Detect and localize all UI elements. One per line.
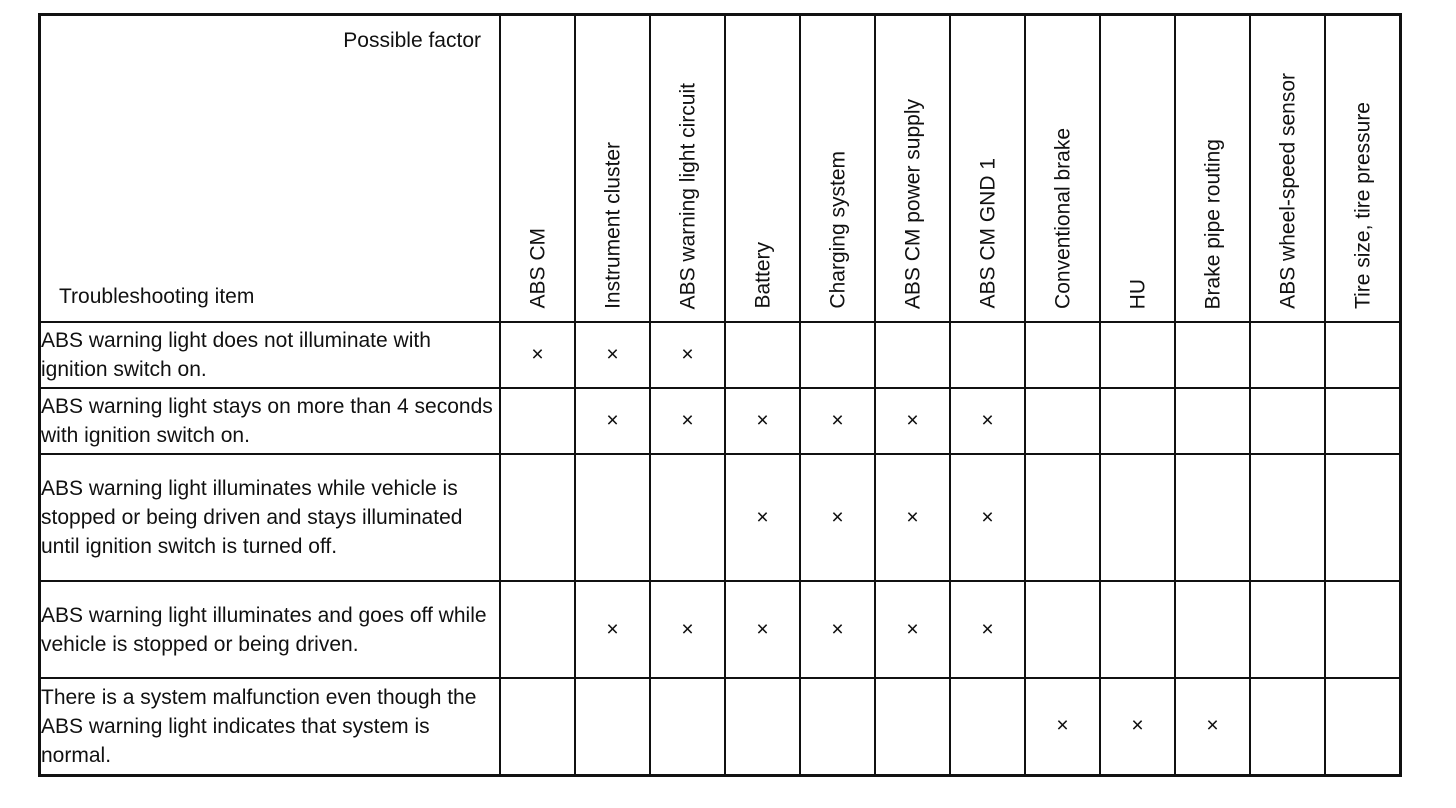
mark-cell: [1025, 322, 1100, 388]
troubleshooting-item: ABS warning light does not illuminate with ignition switch on.: [40, 322, 501, 388]
mark-cell: [1100, 388, 1175, 454]
factor-header-brake-pipe-routing: [1175, 15, 1250, 323]
mark-cell: ×: [800, 388, 875, 454]
factor-header-battery: [725, 15, 800, 323]
factor-label: Charging system: [826, 151, 849, 309]
table-row: [40, 454, 1401, 581]
table-row: [40, 581, 1401, 678]
mark-cell: [875, 322, 950, 388]
factor-label: ABS CM GND 1: [976, 158, 999, 309]
factor-header-abs-cm-gnd-1: [950, 15, 1025, 323]
mark-cell: [1100, 322, 1175, 388]
factor-label: HU: [1126, 278, 1149, 309]
mark-cell: [1250, 454, 1325, 581]
factor-header-abs-wheel-speed-sensor: [1250, 15, 1325, 323]
mark-cell: [500, 678, 575, 775]
troubleshooting-item: ABS warning light illuminates while vehicle is stopped or being driven and stays illuminated until ignition switch is turned off.: [40, 454, 501, 581]
mark-cell: [800, 322, 875, 388]
mark-cell: ×: [950, 454, 1025, 581]
mark-cell: ×: [1100, 678, 1175, 775]
mark-cell: [575, 678, 650, 775]
mark-cell: [1250, 388, 1325, 454]
mark-cell: [1250, 678, 1325, 775]
mark-cell: [575, 454, 650, 581]
factor-header-hu: [1100, 15, 1175, 323]
mark-cell: ×: [875, 581, 950, 678]
mark-cell: ×: [650, 388, 725, 454]
troubleshooting-item: ABS warning light stays on more than 4 seconds with ignition switch on.: [40, 388, 501, 454]
factor-label: Conventional brake: [1051, 128, 1074, 309]
mark-cell: [1025, 581, 1100, 678]
mark-cell: ×: [575, 322, 650, 388]
mark-cell: [1025, 388, 1100, 454]
mark-cell: [500, 581, 575, 678]
mark-cell: [500, 454, 575, 581]
mark-cell: [650, 678, 725, 775]
troubleshooting-item-label: Troubleshooting item: [59, 285, 255, 308]
mark-cell: ×: [725, 581, 800, 678]
factor-label: Battery: [751, 242, 774, 309]
mark-cell: [950, 322, 1025, 388]
factor-header-abs-warning-light-circuit: [650, 15, 725, 323]
factor-label: Tire size, tire pressure: [1351, 102, 1374, 309]
factor-label: ABS CM: [526, 228, 549, 309]
mark-cell: [1325, 678, 1401, 775]
factor-header-abs-cm: [500, 15, 575, 323]
mark-cell: [1175, 454, 1250, 581]
mark-cell: ×: [725, 388, 800, 454]
table-row: [40, 678, 1401, 775]
factor-label: Brake pipe routing: [1201, 138, 1224, 309]
mark-cell: [1250, 581, 1325, 678]
table-row: [40, 322, 1401, 388]
mark-cell: [650, 454, 725, 581]
mark-cell: [1175, 322, 1250, 388]
mark-cell: ×: [1025, 678, 1100, 775]
mark-cell: [1325, 581, 1401, 678]
mark-cell: ×: [575, 388, 650, 454]
mark-cell: ×: [650, 322, 725, 388]
mark-cell: ×: [1175, 678, 1250, 775]
factor-header-charging-system: [800, 15, 875, 323]
mark-cell: [725, 678, 800, 775]
mark-cell: [950, 678, 1025, 775]
factor-header-conventional-brake: [1025, 15, 1100, 323]
header-row: [40, 15, 1401, 323]
factor-header-tire-size-tire-pressure: [1325, 15, 1401, 323]
mark-cell: ×: [575, 581, 650, 678]
mark-cell: [1175, 388, 1250, 454]
factor-label: ABS warning light circuit: [676, 82, 699, 309]
mark-cell: ×: [950, 388, 1025, 454]
mark-cell: ×: [875, 388, 950, 454]
mark-cell: ×: [500, 322, 575, 388]
mark-cell: [1250, 322, 1325, 388]
troubleshooting-matrix: [38, 13, 1402, 777]
troubleshooting-item: ABS warning light illuminates and goes off while vehicle is stopped or being driven.: [40, 581, 501, 678]
mark-cell: ×: [950, 581, 1025, 678]
mark-cell: [1100, 581, 1175, 678]
troubleshooting-item: There is a system malfunction even though the ABS warning light indicates that system is normal.: [40, 678, 501, 775]
factor-label: Instrument cluster: [601, 142, 624, 309]
mark-cell: [800, 678, 875, 775]
mark-cell: [1175, 581, 1250, 678]
mark-cell: ×: [800, 454, 875, 581]
mark-cell: [1325, 388, 1401, 454]
factor-header-instrument-cluster: [575, 15, 650, 323]
mark-cell: [1325, 454, 1401, 581]
mark-cell: [1025, 454, 1100, 581]
possible-factor-label: Possible factor: [343, 29, 481, 52]
mark-cell: ×: [800, 581, 875, 678]
mark-cell: ×: [725, 454, 800, 581]
mark-cell: [875, 678, 950, 775]
factor-header-abs-cm-power-supply: [875, 15, 950, 323]
mark-cell: ×: [650, 581, 725, 678]
factor-label: ABS wheel-speed sensor: [1276, 73, 1299, 309]
mark-cell: [725, 322, 800, 388]
mark-cell: [500, 388, 575, 454]
factor-label: ABS CM power supply: [901, 98, 924, 309]
corner-header-cell: [40, 15, 501, 323]
mark-cell: [1100, 454, 1175, 581]
mark-cell: [1325, 322, 1401, 388]
mark-cell: ×: [875, 454, 950, 581]
table-row: [40, 388, 1401, 454]
